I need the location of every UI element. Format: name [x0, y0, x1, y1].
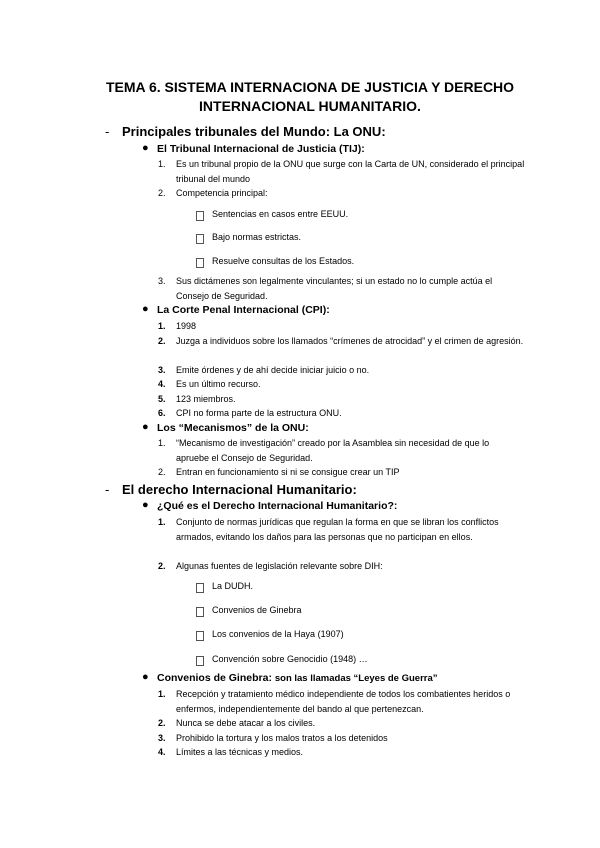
square-bullet-icon: [196, 258, 204, 268]
fuente-item: Los convenios de la Haya (1907): [212, 629, 344, 639]
list-item: 3. Emite órdenes y de ahí decide iniciar juicio o no.: [158, 365, 370, 375]
section-heading-onu: - Principales tribunales del Mundo: La ONU:: [105, 124, 386, 139]
list-item: 2. Entran en funcionamiento si ni se consigue crear un TIP: [158, 467, 400, 477]
subheading-ginebra: ● Convenios de Ginebra: son las llamadas “Leyes de Guerra”: [142, 671, 438, 684]
competencia-item: Bajo normas estrictas.: [212, 232, 301, 242]
square-bullet-icon: [196, 607, 204, 617]
list-item: 2. Competencia principal:: [158, 188, 268, 198]
square-bullet-icon: [196, 234, 204, 244]
list-item: 2. Algunas fuentes de legislación relevante sobre DIH:: [158, 561, 383, 571]
list-item: 2. Juzga a individuos sobre los llamados “crímenes de atrocidad” y el crimen de agresión.: [158, 336, 524, 346]
subheading-cpi: ● La Corte Penal Internacional (CPI):: [142, 303, 330, 316]
list-item: 2. Nunca se debe atacar a los civiles.: [158, 718, 316, 728]
competencia-item: Resuelve consultas de los Estados.: [212, 256, 354, 266]
competencia-item: Sentencias en casos entre EEUU.: [212, 209, 348, 219]
title-line-2: INTERNACIONAL HUMANITARIO.: [199, 98, 421, 114]
list-item: 5. 123 miembros.: [158, 394, 236, 404]
list-item: 4. Es un último recurso.: [158, 379, 261, 389]
list-item: 1. Conjunto de normas jurídicas que regulan la forma en que se libran los conflictos armados, evitando los daños para las personas que no participan en ellos.: [158, 517, 499, 542]
square-bullet-icon: [196, 656, 204, 666]
fuente-item: Convenios de Ginebra: [212, 605, 302, 615]
square-bullet-icon: [196, 583, 204, 593]
section-heading-dih: - El derecho Internacional Humanitario:: [105, 482, 357, 497]
list-item: 1. Es un tribunal propio de la ONU que surge con la Carta de UN, considerado el principal tribunal del mundo: [158, 159, 525, 184]
title-line-1: TEMA 6. SISTEMA INTERNACIONA DE JUSTICIA Y DERECHO: [105, 79, 515, 95]
list-item: 1. “Mecanismo de investigación” creado por la Asamblea sin necesidad de que lo apruebe el Consejo de Seguridad.: [158, 438, 490, 463]
list-item: 1. Recepción y tratamiento médico independiente de todos los combatientes heridos o enfermos, independientemente del bando al que pertenezcan.: [158, 689, 511, 714]
fuente-item: La DUDH.: [212, 581, 253, 591]
list-item: 6. CPI no forma parte de la estructura ONU.: [158, 408, 342, 418]
list-item: 4. Límites a las técnicas y medios.: [158, 747, 304, 757]
list-item: 3. Sus dictámenes son legalmente vinculantes; si un estado no lo cumple actúa el Consejo de Seguridad.: [158, 276, 493, 301]
subheading-que-es-dih: ● ¿Qué es el Derecho Internacional Humanitario?:: [142, 499, 398, 512]
subheading-mecanismos: ● Los “Mecanismos” de la ONU:: [142, 421, 309, 434]
subheading-tij: ● El Tribunal Internacional de Justicia (TIJ):: [142, 142, 365, 155]
square-bullet-icon: [196, 211, 204, 221]
document-title: [60, 78, 560, 116]
square-bullet-icon: [196, 631, 204, 641]
list-item: 3. Prohibido la tortura y los malos tratos a los detenidos: [158, 733, 388, 743]
list-item: 1. 1998: [158, 321, 197, 331]
fuente-item: Convención sobre Genocidio (1948) …: [212, 654, 368, 664]
